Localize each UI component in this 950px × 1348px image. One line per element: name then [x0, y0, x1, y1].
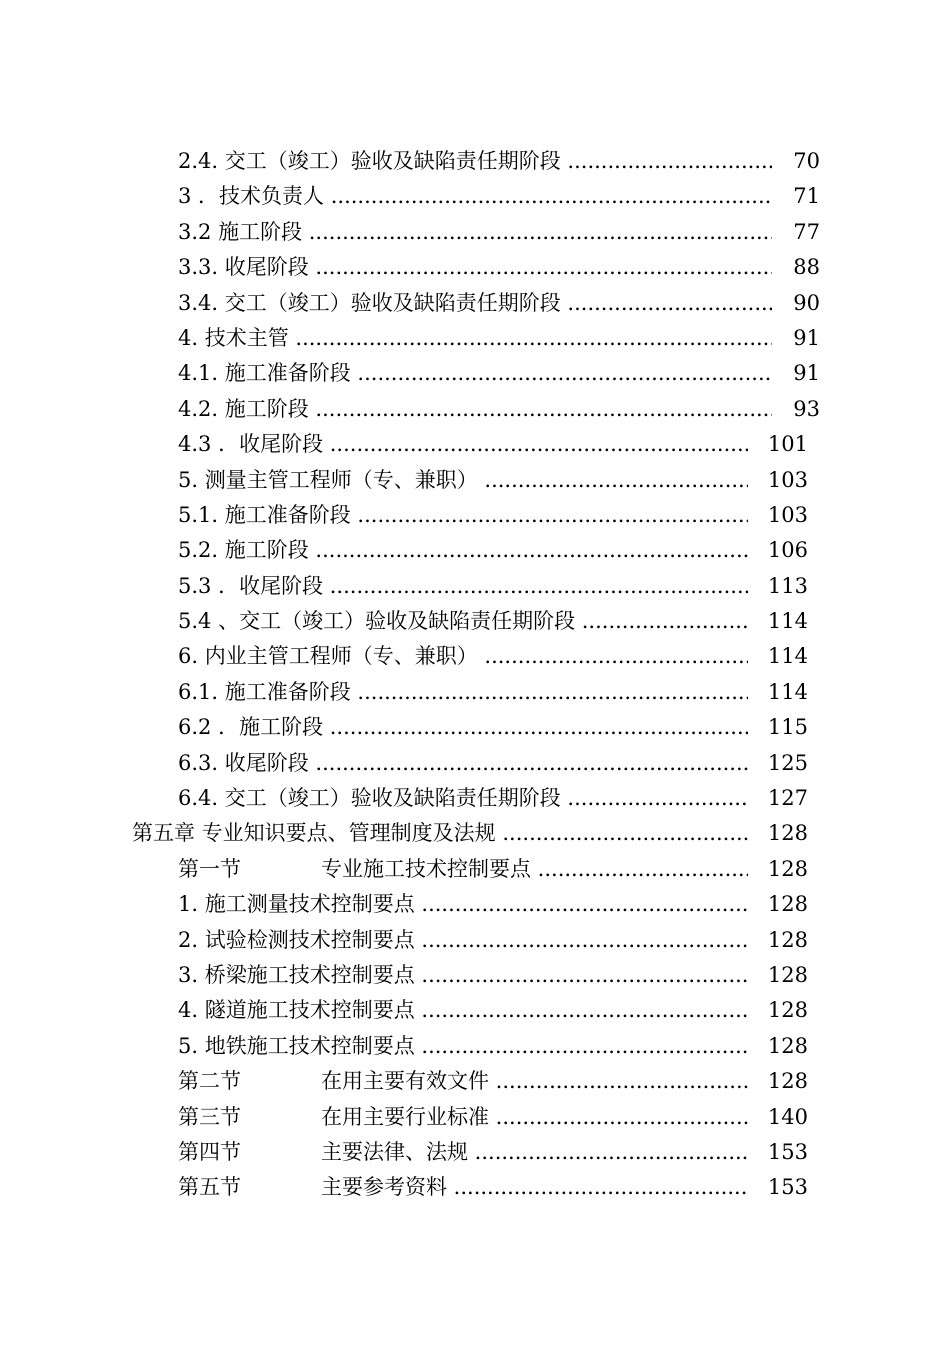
toc-entry[interactable] [0, 463, 950, 498]
toc-entry-title: 5.1. 施工准备阶段 ..... [178, 498, 748, 533]
toc-entry-page: 128 [767, 856, 808, 881]
toc-entry-title: 6.4. 交工（竣工）验收及缺陷责任期阶段 ..... [178, 781, 748, 816]
toc-entry-page: 114 [767, 609, 808, 634]
toc-entry[interactable] [0, 746, 950, 781]
toc-entry[interactable] [0, 498, 950, 533]
toc-entry[interactable] [0, 144, 950, 179]
section-title: 主要法律、法规 [321, 1139, 468, 1164]
toc-entry-title: 第五章 专业知识要点、管理制度及法规 ..... [132, 816, 748, 851]
toc-entry-title: 6.1. 施工准备阶段 ..... [178, 675, 748, 710]
toc-entry-page: 128 [767, 927, 808, 952]
toc-entry[interactable] [0, 392, 950, 427]
toc-entry[interactable] [0, 569, 950, 604]
toc-entry-page: 128 [767, 821, 808, 846]
toc-section-entry[interactable] [0, 1064, 950, 1099]
table-of-contents [0, 144, 950, 1206]
toc-entry[interactable] [0, 356, 950, 391]
toc-entry-title: 3 ．技术负责人 ..... [178, 179, 772, 214]
toc-entry-title: 4. 技术主管 ..... [178, 321, 772, 356]
toc-entry-page: 115 [767, 715, 808, 740]
toc-entry-page: 106 [767, 538, 808, 563]
toc-entry[interactable] [0, 533, 950, 568]
toc-entry-page: 77 [793, 219, 820, 244]
section-label: 第三节 [178, 1104, 241, 1129]
toc-entry[interactable] [0, 427, 950, 462]
toc-entry-page: 128 [767, 1069, 808, 1094]
toc-entry[interactable] [0, 923, 950, 958]
toc-entry-title: 6. 内业主管工程师（专、兼职） ..... [178, 639, 748, 674]
toc-entry-page: 88 [793, 255, 820, 280]
toc-entry[interactable] [0, 250, 950, 285]
toc-entry[interactable] [0, 1029, 950, 1064]
toc-entry[interactable] [0, 993, 950, 1028]
toc-entry-page: 90 [793, 290, 820, 315]
toc-entry[interactable] [0, 887, 950, 922]
toc-entry-page: 71 [793, 184, 820, 209]
section-title: 主要参考资料 [321, 1175, 447, 1200]
toc-entry[interactable] [0, 179, 950, 214]
toc-entry-page: 113 [767, 573, 808, 598]
toc-entry-title: 4.3 ．收尾阶段 ..... [178, 427, 748, 462]
toc-entry[interactable] [0, 781, 950, 816]
toc-entry-page: 103 [767, 502, 808, 527]
toc-entry-page: 153 [767, 1175, 808, 1200]
toc-entry-title [178, 1100, 748, 1135]
toc-entry[interactable] [0, 604, 950, 639]
toc-entry-page: 128 [767, 892, 808, 917]
toc-entry-page: 114 [767, 679, 808, 704]
toc-entry-title [178, 852, 748, 887]
toc-entry-title: 5. 测量主管工程师（专、兼职） ..... [178, 463, 748, 498]
toc-entry-page: 125 [767, 750, 808, 775]
toc-entry-page: 140 [767, 1104, 808, 1129]
section-title: 在用主要行业标准 [321, 1104, 489, 1129]
toc-entry[interactable] [0, 958, 950, 993]
toc-entry-title: 3.4. 交工（竣工）验收及缺陷责任期阶段 ..... [178, 286, 772, 321]
toc-chapter-entry[interactable] [0, 816, 950, 851]
toc-entry-title [178, 1135, 748, 1170]
toc-entry-page: 128 [767, 962, 808, 987]
toc-entry-title: 5.3 ．收尾阶段 ..... [178, 569, 748, 604]
toc-entry-title: 5.4 、交工（竣工）验收及缺陷责任期阶段 ..... [178, 604, 748, 639]
toc-section-entry[interactable] [0, 852, 950, 887]
toc-entry[interactable] [0, 710, 950, 745]
toc-entry-title: 3.2 施工阶段 ..... [178, 215, 772, 250]
toc-entry[interactable] [0, 215, 950, 250]
toc-section-entry[interactable] [0, 1100, 950, 1135]
toc-entry-title: 4.1. 施工准备阶段 ..... [178, 356, 772, 391]
toc-entry[interactable] [0, 639, 950, 674]
toc-entry-title: 3. 桥梁施工技术控制要点 ..... [178, 958, 748, 993]
toc-section-entry[interactable] [0, 1170, 950, 1205]
toc-entry-title: 2.4. 交工（竣工）验收及缺陷责任期阶段 ..... [178, 144, 772, 179]
toc-entry-title: 2. 试验检测技术控制要点 ..... [178, 923, 748, 958]
section-label: 第一节 [178, 856, 241, 881]
toc-entry-title [178, 1170, 748, 1205]
toc-entry[interactable] [0, 286, 950, 321]
toc-entry[interactable] [0, 675, 950, 710]
section-title: 专业施工技术控制要点 [321, 856, 531, 881]
toc-entry-page: 91 [793, 361, 820, 386]
toc-entry-page: 91 [793, 325, 820, 350]
section-title: 在用主要有效文件 [321, 1069, 489, 1094]
toc-entry-title: 4.2. 施工阶段 ..... [178, 392, 772, 427]
toc-section-entry[interactable] [0, 1135, 950, 1170]
toc-entry-page: 93 [793, 396, 820, 421]
toc-entry-page: 128 [767, 1033, 808, 1058]
toc-entry-page: 70 [793, 149, 820, 173]
toc-entry-title: 4. 隧道施工技术控制要点 ..... [178, 993, 748, 1028]
toc-entry-page: 153 [767, 1139, 808, 1164]
toc-entry-title: 5. 地铁施工技术控制要点 ..... [178, 1029, 748, 1064]
toc-entry-page: 114 [767, 644, 808, 669]
toc-entry-page: 127 [767, 786, 808, 811]
toc-entry-title: 5.2. 施工阶段 ..... [178, 533, 748, 568]
section-label: 第五节 [178, 1175, 241, 1200]
section-label: 第四节 [178, 1139, 241, 1164]
toc-entry-page: 101 [767, 432, 808, 457]
toc-entry-title [178, 1064, 748, 1099]
section-label: 第二节 [178, 1069, 241, 1094]
toc-entry-title: 1. 施工测量技术控制要点 ..... [178, 887, 748, 922]
toc-entry-title: 6.3. 收尾阶段 ..... [178, 746, 748, 781]
toc-entry-page: 128 [767, 998, 808, 1023]
toc-entry-title: 3.3. 收尾阶段 ..... [178, 250, 772, 285]
toc-entry-title: 6.2 ．施工阶段 ..... [178, 710, 748, 745]
toc-entry-page: 103 [767, 467, 808, 492]
toc-entry[interactable] [0, 321, 950, 356]
